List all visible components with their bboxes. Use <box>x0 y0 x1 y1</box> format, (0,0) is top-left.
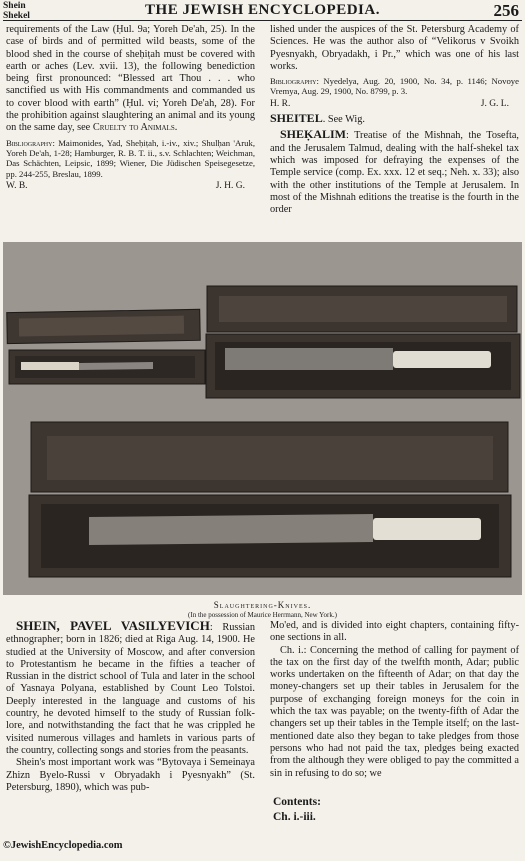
signature-left: W. B. <box>6 180 28 191</box>
header-last-word: Shekel <box>3 11 30 21</box>
large-knife-handle <box>373 518 481 540</box>
shein-headword: SHEIN, PAVEL VASILYEVICH <box>16 618 210 633</box>
signature-line <box>270 98 519 110</box>
sheitel-text: . See Wig. <box>322 114 365 126</box>
shein-continuation: lished under the auspices of the St. Petersburg Academy of Sciences. He was the author also of “Velikorus v Svoikh Pyesnyakh, Obryadakh, i Pr.,” which was one of his last works. <box>270 24 519 72</box>
signature-left: H. R. <box>270 98 291 109</box>
large-knife-box <box>29 495 511 577</box>
signature-right: J. G. L. <box>480 98 509 109</box>
shein-works-paragraph: Shein's most important work was “Bytovaya i Semeinaya Zhizn Byelo-Russi v Obryadakh i Pyesnyakh” (St. Petersburg, 1890), which was pub- <box>6 757 255 793</box>
bibliography-label: Bibliography <box>6 137 53 148</box>
sheitel-entry <box>270 112 519 126</box>
shehitah-paragraph: requirements of the Law (Ḥul. 9a; Yoreh De'ah, 25). In the case of birds and of permitted wild beasts, some of the blood shed in the course of sheḥiṭah must be covered with earth or aches (Lev. xvii. 13), the following benediction being first pronounced: “Blessed art Thou . . . who sanctified us with His commandments and commanded us to cover blood with earth” (Ḥul. vi; Yoreh De'ah, 28). For the prohibition against slaughtering an animal and its young on the same day, see Cruelty to Animals. <box>6 24 255 134</box>
shehitah-text: requirements of the Law (Ḥul. 9a; Yoreh De'ah, 25). In the case of birds and of permitted wild beasts, some of the blood shed in the course of sheḥiṭah must be covered with earth or aches (Lev. xvii. 13), the following benediction being first pronounced: “Blessed art Thou . . . who sanctified us with His commandments and commanded us to cover blood with earth” (Ḥul. vi; Yoreh De'ah, 28). For the prohibition against slaughtering an animal and its young on the same day, see <box>6 24 255 134</box>
medium-knife-box <box>206 334 520 398</box>
sheitel-headword: SHEITEL <box>270 111 323 126</box>
shekalim-division: Mo'ed, and is divided into eight chapters, containing fifty-one sections in all. <box>270 620 519 644</box>
shekalim-headword: SHEḲALIM <box>280 127 347 142</box>
left-column-bottom <box>6 620 255 794</box>
chapter-one-summary: Ch. i.: Concerning the method of calling for payment of the tax on the first day of the twelfth month, Adar; public works undertaken on the fifteenth of Adar; on that day the money-changers set up their tables in Jerusalem for the purpose of exchanging foreign moneys for the coin in which the tax was payable; on the twenty-fifth of Adar the changers set up their tables in the Temple itself; on the last-mentioned date also they began to take pledges from those persons who had not paid the tax, pledges being exacted from the although they were obliged to pay the committed a sin in refusing to do so; we <box>270 644 519 779</box>
medium-knife-handle <box>393 351 491 368</box>
margin-note <box>273 795 321 825</box>
slaughtering-knives-photo <box>3 242 522 595</box>
right-column-top <box>270 24 519 216</box>
header-rule <box>3 20 522 21</box>
small-knife-box <box>9 350 205 384</box>
signature-right: J. H. G. <box>215 180 245 191</box>
signature-line <box>6 180 255 192</box>
cruelty-link[interactable]: Cruelty to Animals <box>92 122 175 134</box>
bibliography-text: : Maimonides, Yad, Sheḥiṭah, i.-iv., xiv.; Shulḥan 'Aruk, Yoreh De'ah, 1-28; Hamburger, R. B. T. ii., s.v. Schlachten; Weichman, Das Schächten, Leipsic, 1899; Wiener, Die Jüdischen Speisegesetze, pp. 244-255, Breslau, 1899. <box>6 137 255 179</box>
left-column-top <box>6 24 255 192</box>
figure-caption-block <box>0 600 525 619</box>
large-knife-blade <box>89 514 373 545</box>
page-number: 256 <box>493 1 519 20</box>
bibliography <box>6 138 255 179</box>
figure-credit: (In the possession of Maurice Herrmann, New York.) <box>188 611 337 619</box>
small-box-lid <box>7 309 201 343</box>
shein-entry <box>6 620 255 757</box>
medium-box-lid <box>207 286 517 332</box>
margin-contents-label: Contents: <box>273 796 321 808</box>
bibliography-label: Bibliography <box>270 76 317 87</box>
shein-text: : Russian ethnographer; born in 1826; died at Riga Aug. 14, 1900. He studied at the University of Moscow, and after conversion to Protestantism he became in the fifties a teacher of Russian in the district school of Tula and later in the school of Yasnaya Polyana, established by Count Leo Tolstoi. Deeply interested in the language and customs of his country, he devoted himself to the study of Russian folk-lore, and notwithstanding the fact that he was crippled he visited numerous villages and hamlets in various parts of the country, collecting songs and stories from the peasants. <box>6 622 255 756</box>
page-title: THE JEWISH ENCYCLOPEDIA. <box>145 2 380 18</box>
bibliography-text: : Nyedelya, Aug. 20, 1900, No. 34, p. 1146; Novoye Vremya, Aug. 29, 1900, No. 8799, p. 3. <box>270 76 519 97</box>
small-knife-handle <box>21 362 79 370</box>
right-column-bottom <box>270 620 519 780</box>
shein-bibliography <box>270 76 519 97</box>
small-knife-blade <box>79 362 153 370</box>
medium-knife-blade <box>225 348 393 370</box>
copyright-footer: ©JewishEncyclopedia.com <box>3 840 123 851</box>
shekalim-entry <box>270 128 519 216</box>
header-first-word: Shein <box>3 1 26 11</box>
margin-chapter-range: Ch. i.-iii. <box>273 811 316 823</box>
figure-caption: Slaughtering-Knives. <box>213 600 312 610</box>
shekalim-text: : Treatise of the Mishnah, the Tosefta, and the Jerusalem Talmud, dealing with the half-shekel tax which was imposed for defraying the expenses of the Temple service (comp. Ex. xxx. 12 et seq.; Neh. x. 33); also with the other institutions of the Temple at Jerusalem. In most of the Mishnah editions the treatise is the fourth in the order <box>270 130 519 216</box>
large-box-lid <box>31 422 508 492</box>
